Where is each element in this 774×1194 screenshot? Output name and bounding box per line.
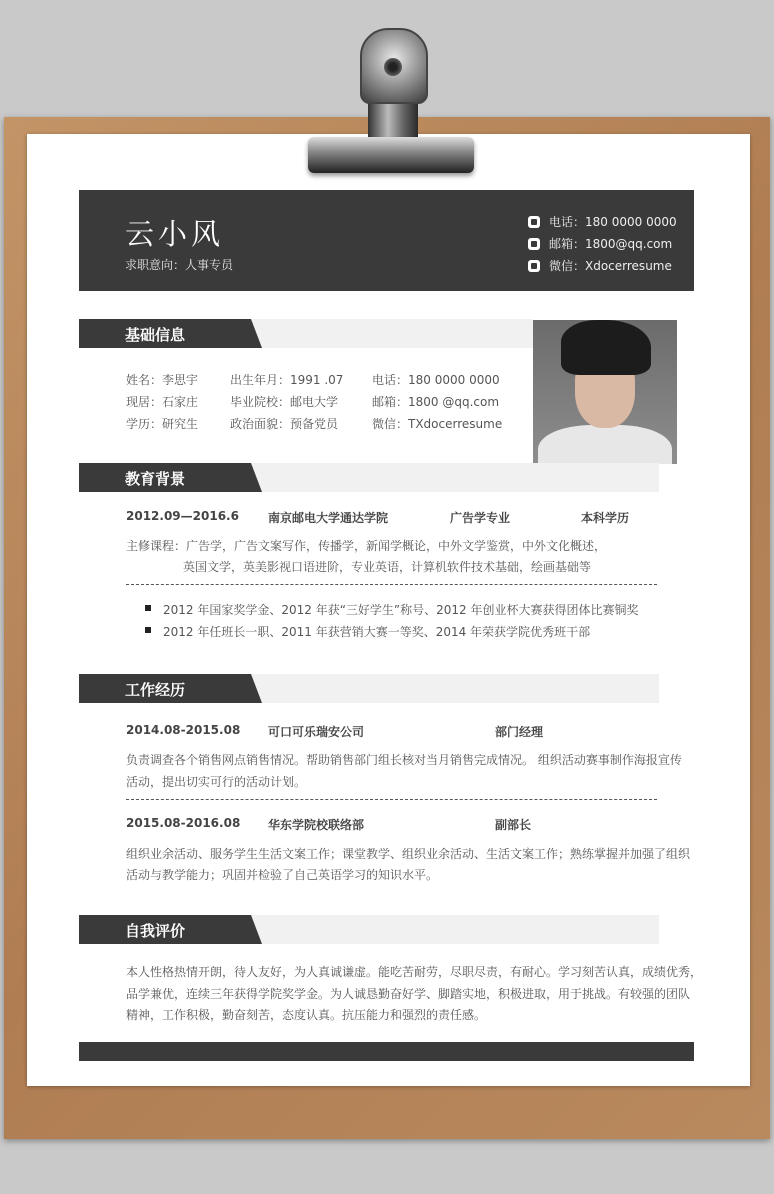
divider bbox=[126, 799, 657, 800]
job1-position: 部门经理 bbox=[495, 725, 544, 739]
clip-base bbox=[308, 137, 474, 173]
divider bbox=[126, 584, 657, 585]
job2-period: 2015.08-2016.08 bbox=[126, 816, 241, 830]
edu-degree: 本科学历 bbox=[581, 511, 630, 525]
contact-wechat bbox=[528, 257, 672, 274]
contact-phone bbox=[528, 213, 677, 230]
bullet-icon bbox=[145, 605, 151, 611]
section-education bbox=[79, 463, 659, 492]
basic-birth: 出生年月：1991 .07 bbox=[230, 373, 344, 387]
edu-courses-2: 英国文学，英美影视口语进阶，专业英语，计算机软件技术基础，绘画基础等 bbox=[183, 560, 592, 574]
edu-period: 2012.09—2016.6 bbox=[126, 509, 239, 523]
job1-period: 2014.08-2015.08 bbox=[126, 723, 241, 737]
section-title-education: 教育背景 bbox=[125, 470, 186, 488]
section-work bbox=[79, 674, 659, 703]
phone-icon bbox=[528, 216, 540, 228]
basic-school: 毕业院校：邮电大学 bbox=[230, 395, 339, 409]
job2-position: 副部长 bbox=[495, 818, 532, 832]
basic-name: 姓名：李思宇 bbox=[126, 373, 199, 387]
candidate-name: 云小风 bbox=[125, 217, 225, 251]
basic-wechat: 微信：TXdocerresume bbox=[372, 417, 503, 431]
section-self bbox=[79, 915, 659, 944]
self-line-2: 品学兼优，连续三年获得学院奖学金。为人诚恳勤奋好学、脚踏实地，积极进取，用于挑战。有较强的团队 bbox=[126, 987, 691, 1001]
job1-desc-1: 负责调查各个销售网点销售情况。帮助销售部门组长核对当月销售完成情况。 组织活动赛事制作海报宣传 bbox=[126, 753, 682, 767]
photo-shirt bbox=[538, 425, 672, 464]
clip-hole bbox=[384, 58, 402, 76]
edu-school: 南京邮电大学通达学院 bbox=[268, 511, 389, 525]
job2-desc-1: 组织业余活动、服务学生生活文案工作；课堂教学、组织业余活动、生活文案工作；熟练掌握并加强了组织 bbox=[126, 847, 691, 861]
avatar bbox=[533, 320, 677, 464]
section-basic bbox=[79, 319, 533, 348]
basic-phone: 电话：180 0000 0000 bbox=[372, 373, 500, 387]
basic-mail: 邮箱：1800 @qq.com bbox=[372, 395, 500, 409]
photo-hair bbox=[561, 320, 651, 375]
job2-desc-2: 活动与教学能力；巩固并检验了自己英语学习的知识水平。 bbox=[126, 868, 439, 882]
resume-header bbox=[79, 190, 694, 291]
self-line-1: 本人性格热情开朗，待人友好，为人真诚谦虚。能吃苦耐劳，尽职尽责，有耐心。学习刻苦认真，成绩优秀， bbox=[126, 965, 703, 979]
edu-courses-1: 主修课程：广告学，广告文案写作，传播学，新闻学概论，中外文学鉴赏，中外文化概述， bbox=[126, 539, 607, 553]
basic-political: 政治面貌：预备党员 bbox=[230, 417, 339, 431]
contact-phone-text: 电话：180 0000 0000 bbox=[549, 215, 677, 229]
job1-desc-2: 活动，提出切实可行的活动计划。 bbox=[126, 775, 307, 789]
self-line-3: 精神，工作积极，勤奋刻苦，态度认真。抗压能力和强烈的责任感。 bbox=[126, 1008, 487, 1022]
contact-wechat-text: 微信：Xdocerresume bbox=[549, 259, 672, 273]
edu-award-2: 2012 年任班长一职、2011 年获营销大赛一等奖、2014 年荣获学院优秀班干部 bbox=[163, 625, 591, 639]
contact-mail-text: 邮箱：1800@qq.com bbox=[549, 237, 673, 251]
job1-company: 可口可乐瑞安公司 bbox=[268, 725, 365, 739]
mail-icon bbox=[528, 238, 540, 250]
job2-company: 华东学院校联络部 bbox=[268, 818, 365, 832]
section-title-work: 工作经历 bbox=[125, 681, 186, 699]
basic-degree: 学历：研究生 bbox=[126, 417, 199, 431]
job-intent: 求职意向：人事专员 bbox=[125, 258, 234, 272]
bullet-icon bbox=[145, 627, 151, 633]
edu-major: 广告学专业 bbox=[450, 511, 511, 525]
footer-bar bbox=[79, 1042, 694, 1061]
section-title-self: 自我评价 bbox=[125, 922, 186, 940]
contact-mail bbox=[528, 235, 672, 252]
wechat-icon bbox=[528, 260, 540, 272]
section-title-basic: 基础信息 bbox=[125, 326, 186, 344]
edu-award-1: 2012 年国家奖学金、2012 年获“三好学生”称号、2012 年创业杯大赛获得团体比赛铜奖 bbox=[163, 603, 639, 617]
basic-residence: 现居：石家庄 bbox=[126, 395, 199, 409]
